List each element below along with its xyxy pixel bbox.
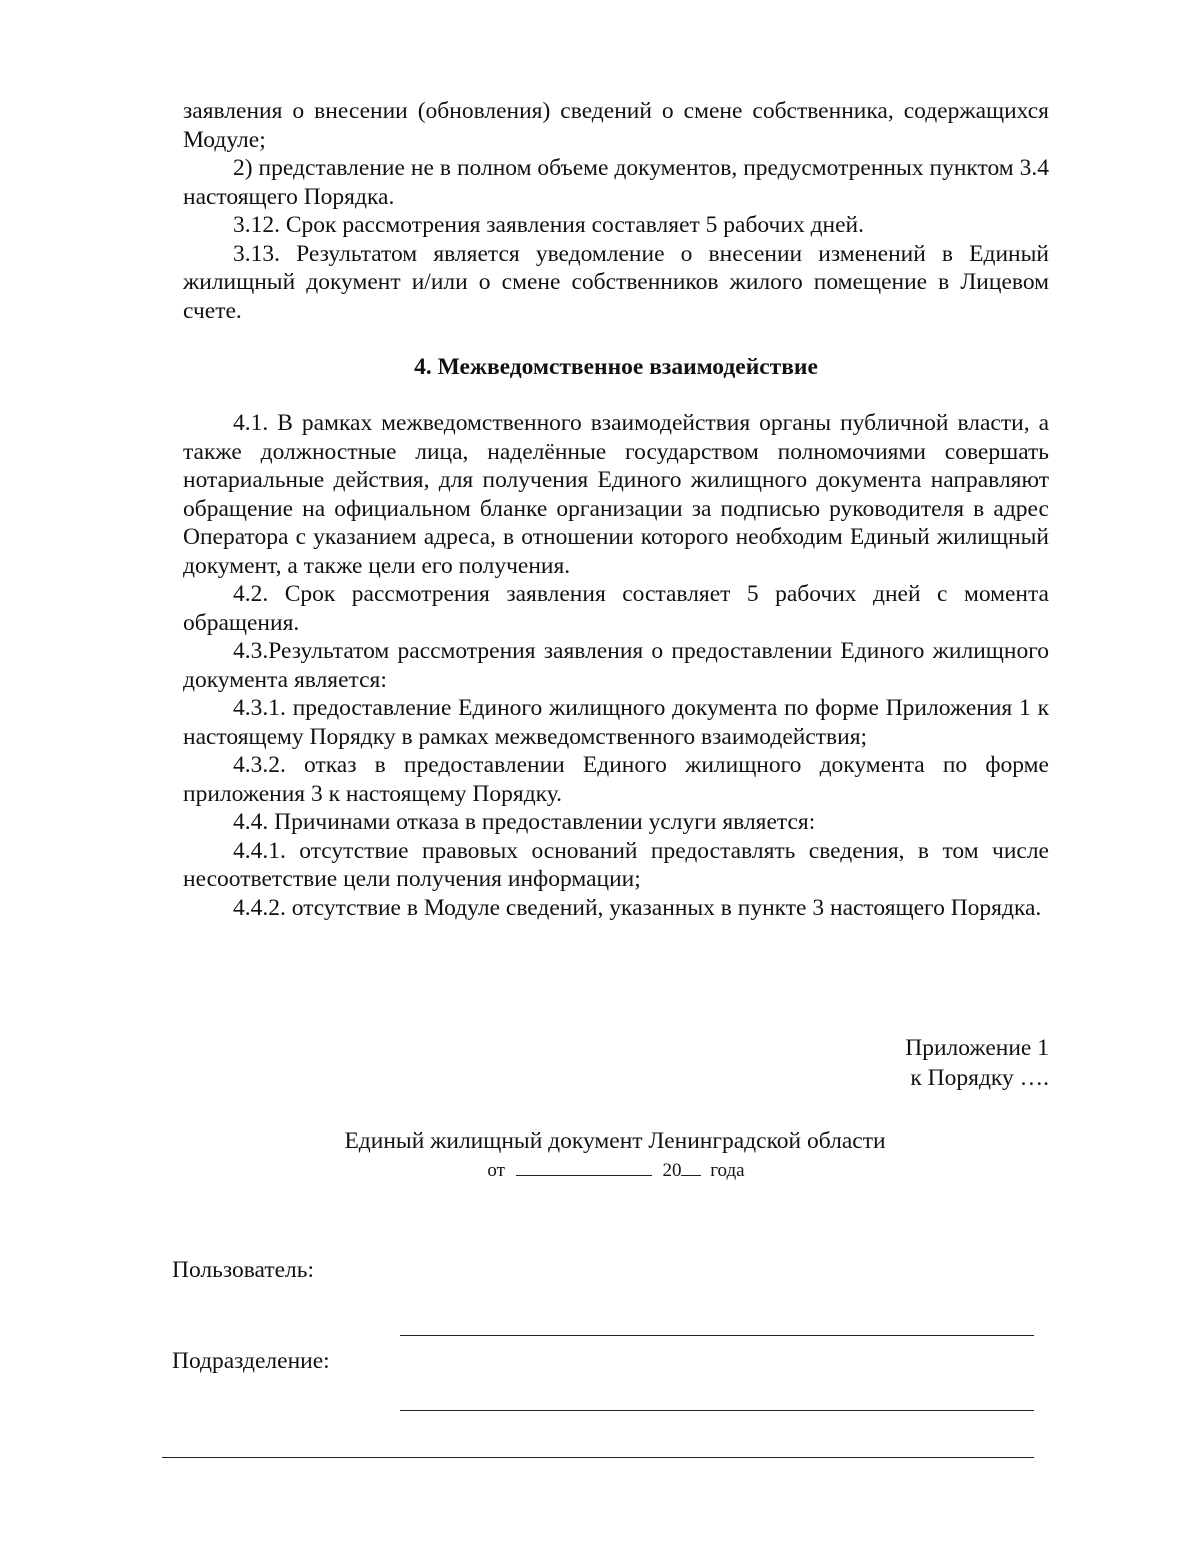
paragraph-4-1: 4.1. В рамках межведомственного взаимодействия органы публичной власти, а также должностные лица, наделённые государством полномочиями совершать нотариальные действия, для получения Единого жилищного документа направляют обращение на официальном бланке организации за подписью руководителя в адрес Оператора с указанием адреса, в отношении которого необходим Единый жилищный документ, а также цели его получения. [183, 410, 1049, 579]
paragraph-item-2: 2) представление не в полном объеме документов, предусмотренных пунктом 3.4 настоящего Порядка. [183, 155, 1049, 210]
paragraph-3-12: 3.12. Срок рассмотрения заявления составляет 5 рабочих дней. [233, 212, 864, 238]
paragraph-4-4-1: 4.4.1. отсутствие правовых оснований предоставлять сведения, в том числе несоответствие цели получения информации; [183, 837, 1049, 892]
paragraph-4-3-1: 4.3.1. предоставление Единого жилищного документа по форме Приложения 1 к настоящему Порядку в рамках межведомственного взаимодействия; [183, 695, 1049, 750]
appendix-to-order: к Порядку …. [910, 1065, 1049, 1091]
appendix-number: Приложение 1 [905, 1035, 1049, 1061]
form-date-line [0, 1158, 1200, 1184]
user-field-line [400, 1335, 1034, 1336]
form-title: Единый жилищный документ Ленинградской области [344, 1128, 886, 1154]
paragraph-4-4-2: 4.4.2. отсутствие в Модуле сведений, указанных в пункте 3 настоящего Порядка. [233, 894, 1042, 921]
section-4-heading: 4. Межведомственное взаимодействие [414, 354, 818, 380]
paragraph-continuation: заявления о внесении (обновления) сведений о смене собственника, содержащихся Модуле; [183, 98, 1049, 153]
top-text-block [183, 97, 1049, 325]
paragraph-4-3-2: 4.3.2. отказ в предоставлении Единого жилищного документа по форме приложения 3 к настоящему Порядку. [183, 752, 1049, 807]
paragraph-4-2: 4.2. Срок рассмотрения заявления составляет 5 рабочих дней с момента обращения. [183, 581, 1049, 636]
department-field-line [400, 1410, 1034, 1411]
paragraph-4-3: 4.3.Результатом рассмотрения заявления о предоставлении Единого жилищного документа является: [183, 638, 1049, 693]
paragraph-3-13: 3.13. Результатом является уведомление о внесении изменений в Единый жилищный документ и/или о смене собственников жилого помещение в Лицевом счете. [183, 240, 1049, 324]
date-blank-field [516, 1159, 652, 1176]
user-field-label: Пользователь: [172, 1257, 315, 1283]
bottom-separator-line [162, 1457, 1034, 1458]
paragraph-4-4: 4.4. Причинами отказа в предоставлении услуги является: [233, 809, 816, 835]
date-prefix: от [487, 1160, 505, 1181]
section-4-text-block [183, 409, 1049, 922]
date-year-prefix: 20 [662, 1160, 682, 1181]
year-blank-field [681, 1159, 701, 1176]
department-field-label: Подразделение: [172, 1348, 330, 1374]
date-suffix: года [710, 1160, 745, 1181]
appendix-reference [905, 1033, 1049, 1093]
